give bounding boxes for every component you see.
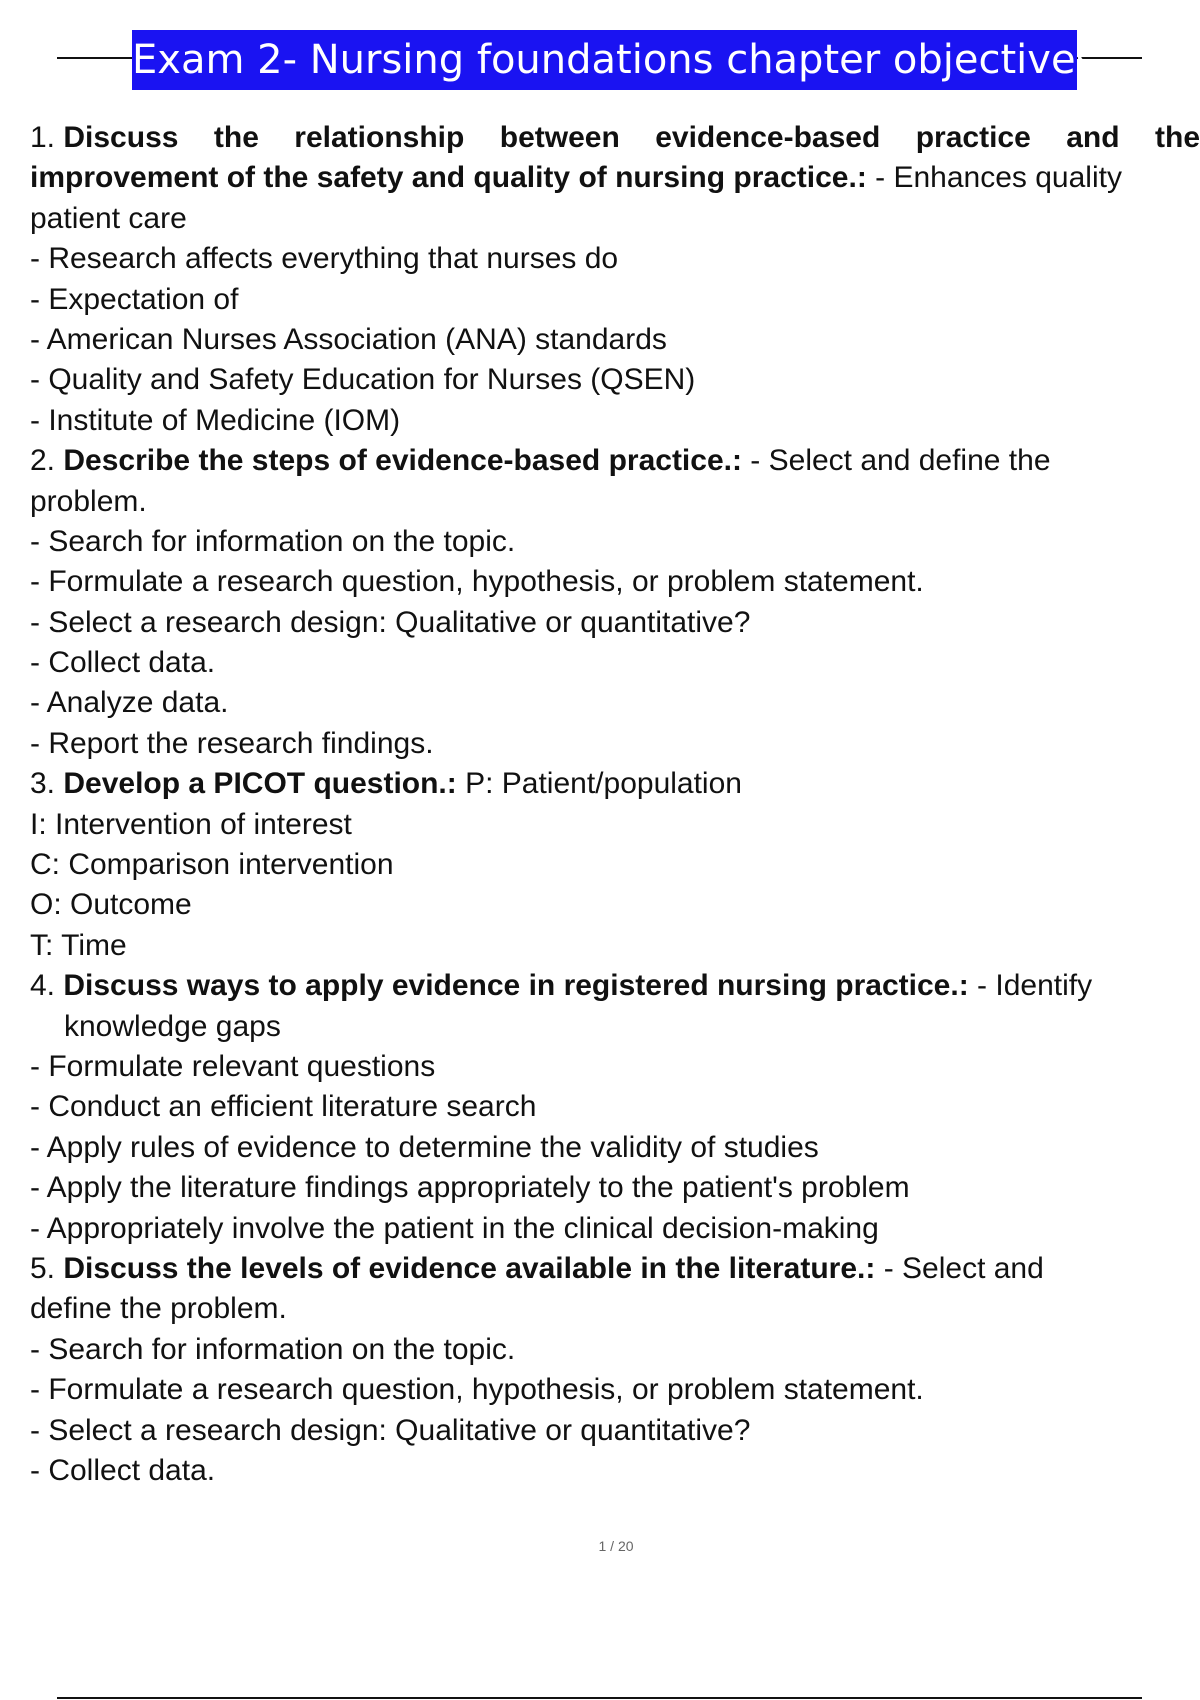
section-2-answer-start: - Select and define the [741, 444, 1051, 478]
section-1-continuation: patient care [30, 201, 187, 235]
section-4-answer-start: - Identify [968, 969, 1093, 1003]
list-item: - Institute of Medicine (IOM) [30, 403, 401, 437]
footer-rule [57, 1697, 1142, 1699]
list-item: - American Nurses Association (ANA) standards [30, 322, 667, 356]
list-item: - Search for information on the topic. [30, 524, 516, 558]
list-item: - Apply the literature findings appropriately to the patient's problem [30, 1171, 910, 1205]
list-item: - Research affects everything that nurses do [30, 242, 619, 276]
section-1-heading-word: 1. Discuss [30, 121, 179, 154]
list-item: O: Outcome [30, 888, 192, 922]
section-1-heading-word: the [1155, 121, 1200, 154]
document-body [30, 118, 1200, 1491]
page-number: 1 / 20 [598, 1538, 634, 1554]
list-item: - Analyze data. [30, 686, 229, 720]
list-item: - Conduct an efficient literature search [30, 1090, 537, 1124]
list-item: - Quality and Safety Education for Nurses (QSEN) [30, 363, 696, 397]
list-item: I: Intervention of interest [30, 807, 352, 841]
section-1-heading-word: and [1066, 121, 1120, 154]
list-item: - Select a research design: Qualitative or quantitative? [30, 1413, 751, 1447]
section-1-heading-word: practice [915, 121, 1031, 154]
list-item: - Appropriately involve the patient in the clinical decision-making [30, 1211, 879, 1245]
section-4-continuation: knowledge gaps [64, 1009, 281, 1043]
section-5-answer-start: - Select and [875, 1251, 1044, 1285]
section-3-heading: Develop a PICOT question.: [63, 767, 457, 801]
section-2-number: 2. [30, 444, 56, 478]
section-4-heading-line [30, 966, 1200, 1006]
list-item: - Expectation of [30, 282, 239, 316]
list-item: - Search for information on the topic. [30, 1332, 516, 1366]
section-1-heading-line2: improvement of the safety and quality of nursing practice.: [30, 161, 867, 195]
section-1-heading-word: relationship [294, 121, 465, 154]
section-2-heading-line [30, 441, 1200, 481]
list-item: - Formulate relevant questions [30, 1049, 436, 1083]
section-3-number: 3. [30, 767, 56, 801]
document-title: Exam 2- Nursing foundations chapter objectives [132, 30, 1077, 90]
title-bar [57, 30, 1142, 90]
list-item: - Report the research findings. [30, 726, 434, 760]
section-1-answer-start: - Enhances quality [866, 161, 1122, 195]
section-1-heading-word: between [499, 121, 620, 154]
section-4-heading: Discuss ways to apply evidence in registered nursing practice.: [63, 969, 969, 1003]
section-5-heading: Discuss the levels of evidence available in the literature.: [63, 1251, 876, 1285]
section-1-heading-continued [30, 158, 1200, 198]
list-item: - Formulate a research question, hypothesis, or problem statement. [30, 565, 924, 599]
list-item: - Formulate a research question, hypothesis, or problem statement. [30, 1373, 924, 1407]
section-3-answer-start: P: Patient/population [456, 767, 742, 801]
list-item: C: Comparison intervention [30, 848, 394, 882]
list-item: T: Time [30, 928, 127, 962]
section-4-number: 4. [30, 969, 56, 1003]
list-item: - Collect data. [30, 1453, 216, 1487]
list-item: - Collect data. [30, 646, 216, 680]
section-2-continuation: problem. [30, 484, 147, 518]
section-3-heading-line [30, 764, 1200, 804]
list-item: - Select a research design: Qualitative or quantitative? [30, 605, 751, 639]
section-1-heading-word: the [213, 121, 259, 154]
list-item: - Apply rules of evidence to determine the validity of studies [30, 1130, 819, 1164]
section-5-number: 5. [30, 1251, 56, 1285]
section-5-heading-line [30, 1249, 1200, 1289]
section-5-continuation: define the problem. [30, 1292, 287, 1326]
section-2-heading: Describe the steps of evidence-based practice.: [63, 444, 742, 478]
section-1-heading-line [30, 118, 1200, 158]
section-1-heading-word: evidence-based [655, 121, 881, 154]
